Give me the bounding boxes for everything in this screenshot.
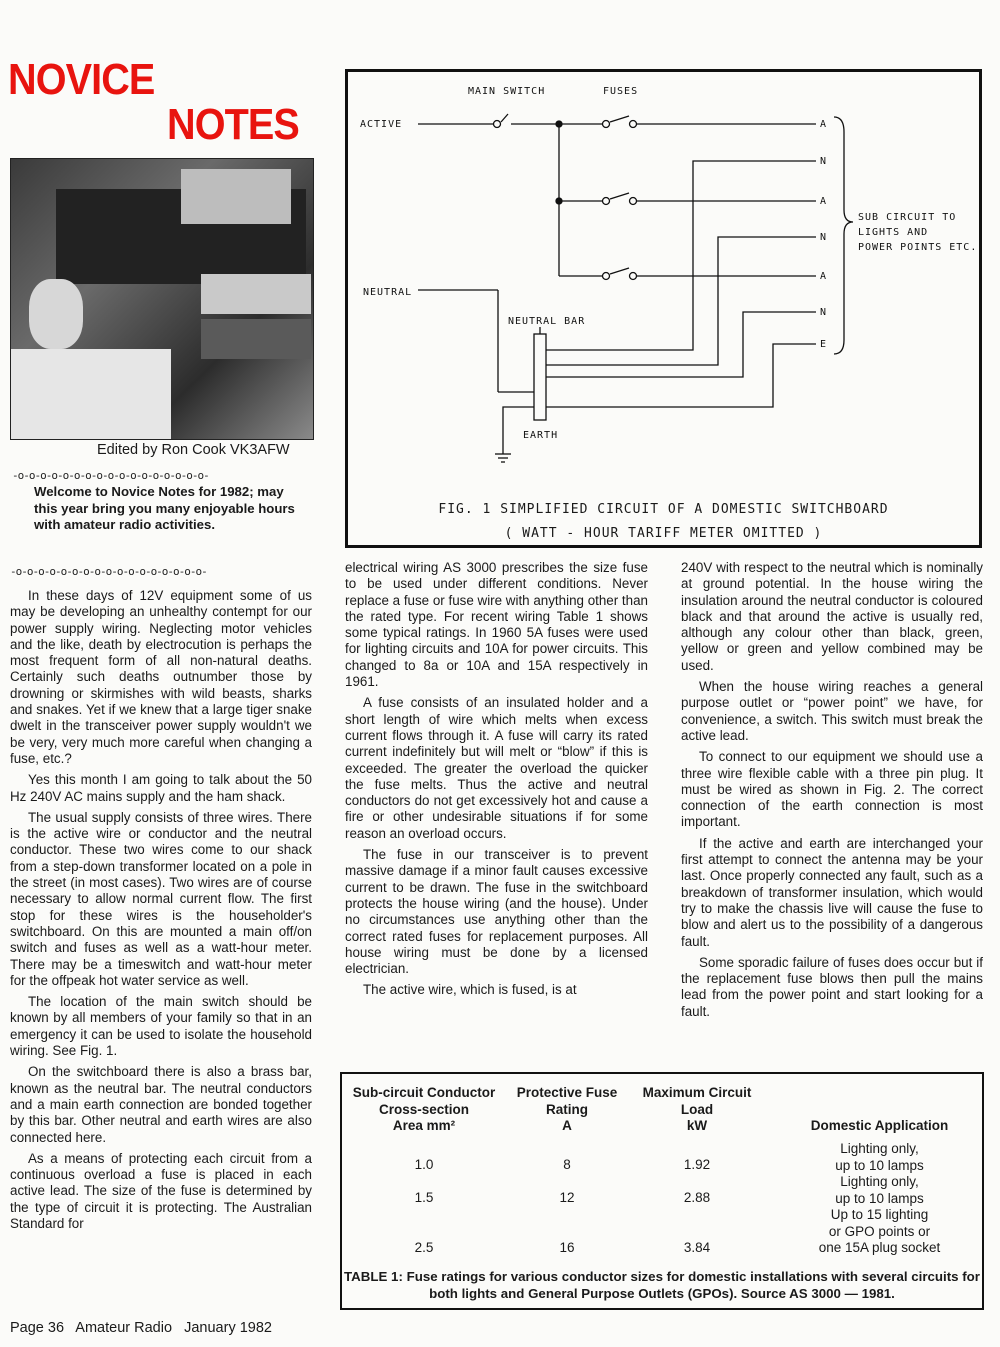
- paragraph: As a means of protecting each circuit from a continuous overload a fuse is placed in each active lead. The size of the fuse is determined by the type of circuit it is protecting. The Australian Standard for: [10, 1150, 312, 1231]
- figure-caption-sub: ( WATT - HOUR TARIFF METER OMITTED ): [504, 526, 823, 541]
- cell-application: Lighting only, up to 10 lamps: [835, 1174, 924, 1206]
- terminal-a: A: [820, 119, 827, 130]
- header-area: Sub-circuit Conductor Cross-section Area mm²: [352, 1085, 496, 1133]
- paragraph: The fuse in our transceiver is to prevent massive damage if a minor fault causes excessive current to be drawn. The fuse in the switchboard protects the house wiring (and the house). Under no circumstances use anything other than the correct rated fuses for replacement purposes. All house wiring must be done by a licensed electrician.: [345, 847, 648, 977]
- paragraph: The location of the main switch should be known by all members of your family so that in an emergency it can be used to isolate the household wiring. See Fig. 1.: [10, 994, 312, 1059]
- table-1-fuse-ratings: [340, 1072, 984, 1310]
- paragraph: If the active and earth are interchanged your first attempt to connect the antenna may be your last. Once properly connected any fault, such as a breakdown of transformer insulation, which would try to make the chassis live will cause the fuse to blow and alert us to the possibility of a dangerous fault.: [681, 835, 983, 949]
- label-active: ACTIVE: [360, 119, 403, 130]
- label-neutral-bar: NEUTRAL BAR: [508, 316, 586, 327]
- cell-load: 3.84: [683, 1240, 711, 1255]
- title-notes: NOTES: [167, 100, 299, 149]
- article-column-3: [681, 560, 983, 1025]
- figure-1-circuit: [345, 69, 982, 548]
- terminal-n: N: [820, 232, 827, 243]
- paragraph: When the house wiring reaches a general purpose outlet or “power point” we have, for convenience, a switch. This switch must break the active lead.: [681, 679, 983, 743]
- label-main-switch: MAIN SWITCH: [468, 86, 546, 97]
- sub-circuit-label: LIGHTS AND: [858, 227, 929, 238]
- article-column-1: [10, 588, 312, 1237]
- terminal-n: N: [820, 307, 827, 318]
- cell-area: 1.5: [414, 1190, 434, 1205]
- paragraph: Yes this month I am going to talk about the 50 Hz 240V AC mains supply and the ham shack.: [10, 772, 312, 804]
- photo-caption: Edited by Ron Cook VK3AFW: [97, 442, 290, 458]
- page-footer: Page 36 Amateur Radio January 1982: [10, 1320, 272, 1336]
- paragraph: The active wire, which is fused, is at: [363, 982, 577, 998]
- terminal-n: N: [820, 156, 827, 167]
- paragraph: Some sporadic failure of fuses does occur but if the replacement fuse blows then pull the mains lead from the power point and start looking for a fault.: [681, 954, 983, 1019]
- table-caption: TABLE 1: Fuse ratings for various conductor sizes for domestic installations with several circuits for both lights and General Purpose Outlets (GPOs). Source AS 3000 — 1981.: [344, 1269, 980, 1301]
- terminal-a: A: [820, 271, 827, 282]
- circuit-labels: [348, 72, 979, 545]
- terminal-a: A: [820, 196, 827, 207]
- paragraph: A fuse consists of an insulated holder and a short length of wire which melts when excess current flows through it. A fuse will carry its rated current indefinitely but will melt or “blow” if this is exceeded. The greater the overload the quicker the fuse melts. Thus the active and neutral conductors do not get excessively hot and cause a fire or other undesirable situations if for some reason an overload occurs.: [345, 695, 648, 841]
- sub-circuit-label: POWER POINTS ETC.: [858, 242, 978, 253]
- paragraph: electrical wiring AS 3000 prescribes the size fuse to be used under different conditions. Never replace a fuse or fuse wire with anything other than the rated type. For recent wiring Table 1 shows some typical ratings. In 1960 5A fuses were used for lighting circuits and 10A for power circuits. This changed to 8a or 10A and 15A respectively in 1961.: [345, 560, 648, 690]
- cell-area: 2.5: [414, 1240, 434, 1255]
- paragraph: The usual supply consists of three wires. There is the active wire or conductor and the neutral conductor. These two wires come to our shack from a step-down transformer located on a pole in the street (in most cases). Two wires are of course necessary to allow normal current flow. The first stop for these wires is the householder's switchboard. On this are mounted a main off/on switch and fuses as well as a watt-hour meter. There may be a timeswitch and watt-hour meter for the offpeak hot water service as well.: [10, 809, 312, 988]
- article-column-2: [345, 560, 648, 1004]
- paragraph: On the switchboard there is also a brass bar, known as the neutral bar. The neutral conductors and a main earth connection are bonded together by this bar. Other neutral and earth wires are also connected here.: [10, 1064, 312, 1145]
- label-neutral: NEUTRAL: [363, 287, 413, 298]
- sub-circuit-label: SUB CIRCUIT TO: [858, 212, 957, 223]
- header-rating: Protective Fuse Rating A: [516, 1085, 618, 1133]
- cell-load: 2.88: [683, 1190, 711, 1205]
- cell-rating: 8: [563, 1157, 571, 1172]
- cell-rating: 12: [559, 1190, 575, 1205]
- cell-application: Up to 15 lighting or GPO points or one 15A plug socket: [818, 1207, 941, 1255]
- paragraph: 240V with respect to the neutral which is nominally at ground potential. In the house wiring the insulation around the neutral conductor is coloured black and that around the active is usually red, although any colour other than black, green, yellow or green and yellow combined may be used.: [681, 560, 983, 673]
- cell-application: Lighting only, up to 10 lamps: [835, 1141, 924, 1173]
- editor-photo: [10, 158, 314, 440]
- label-fuses: FUSES: [603, 86, 639, 97]
- decorative-chain-bottom: -o-o-o-o-o-o-o-o-o-o-o-o-o-o-o-o-o-: [10, 565, 207, 578]
- cell-load: 1.92: [683, 1157, 711, 1172]
- figure-caption: FIG. 1 SIMPLIFIED CIRCUIT OF A DOMESTIC SWITCHBOARD: [438, 502, 889, 517]
- title-novice: NOVICE: [8, 55, 155, 104]
- label-earth: EARTH: [523, 430, 559, 441]
- paragraph: To connect to our equipment we should use a three wire flexible cable with a three pin plug. It must be wired as shown in Fig. 2. The correct connection of the earth connection is most important.: [681, 749, 983, 830]
- decorative-chain-top: -o-o-o-o-o-o-o-o-o-o-o-o-o-o-o-o-o-: [12, 469, 209, 482]
- header-application: Domestic Application: [810, 1118, 949, 1133]
- terminal-e: E: [820, 339, 827, 350]
- header-load: Maximum Circuit Load kW: [642, 1085, 752, 1133]
- cell-rating: 16: [559, 1240, 575, 1255]
- cell-area: 1.0: [414, 1157, 434, 1172]
- paragraph: In these days of 12V equipment some of us may be developing an unhealthy contempt for our power supply wiring. Neglecting motor vehicles and the like, death by electrocution is perhaps the most frequent form of all non-natural deaths. Certainly such deaths outnumber those by drowning or skirmishes with wild beasts, sharks and snakes. Yet if we knew that a large tiger snake dwelt in the transceiver power supply wouldn't we be very, very much more careful when changing a fuse, etc.?: [10, 588, 312, 766]
- welcome-text: Welcome to Novice Notes for 1982; may this year bring you many enjoyable hours with amateur radio activities.: [34, 484, 295, 532]
